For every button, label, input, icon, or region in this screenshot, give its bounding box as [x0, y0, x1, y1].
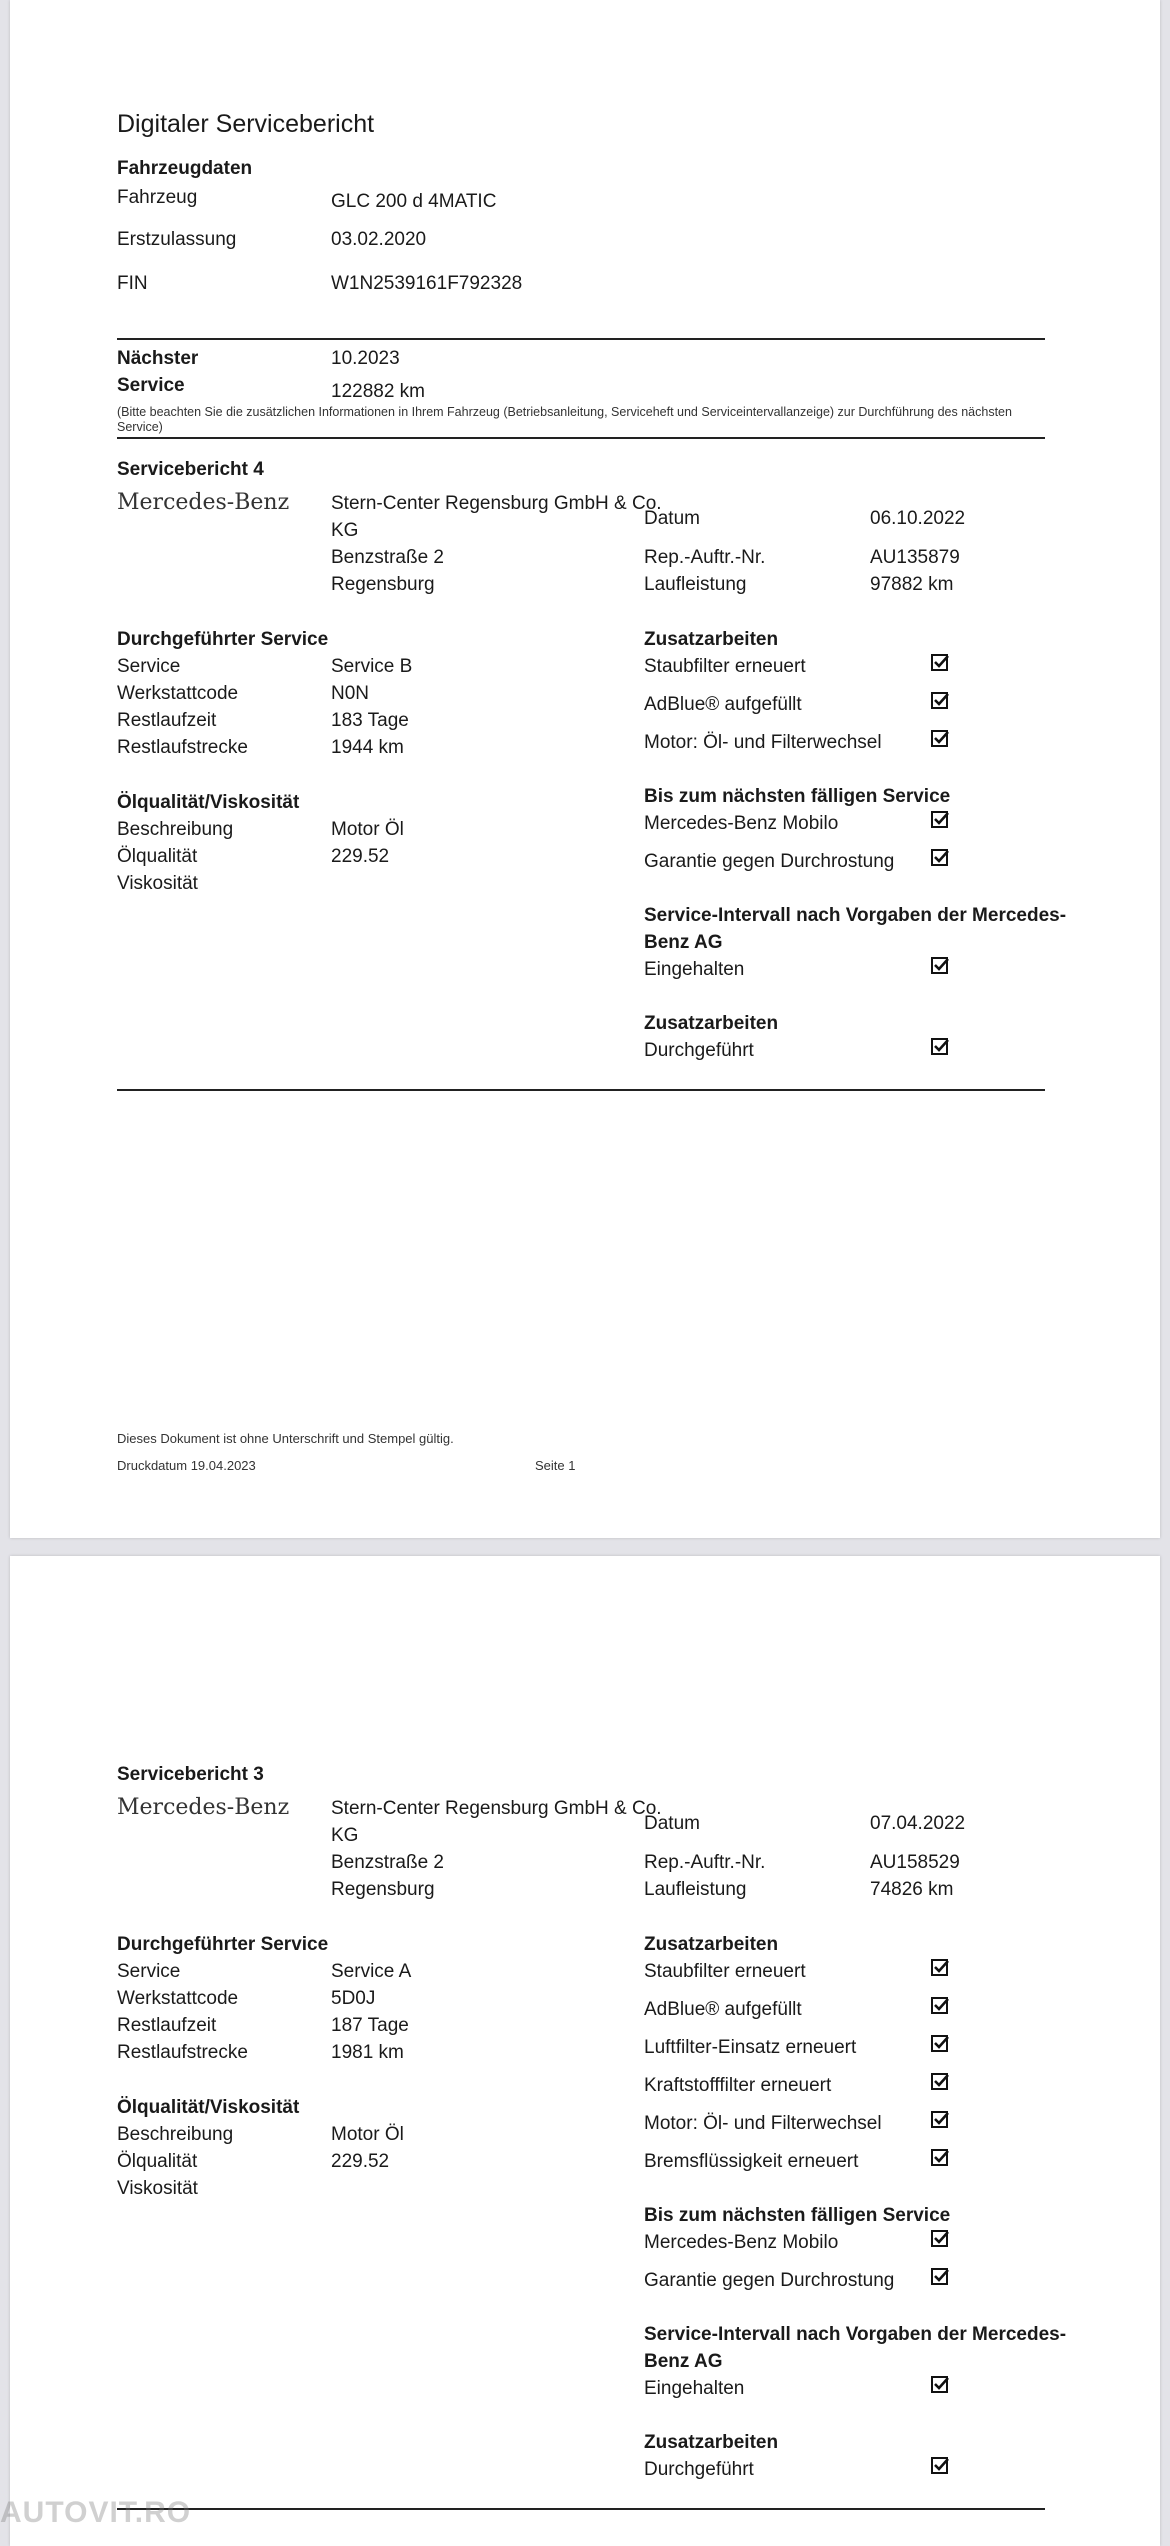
checkbox-checked-icon [931, 1997, 948, 2014]
first-registration-value: 03.02.2020 [331, 229, 427, 250]
workshop-code-label: Werkstattcode [117, 683, 239, 704]
next-service-km: 122882 km [331, 381, 426, 402]
divider [117, 338, 1045, 340]
mileage-value: 97882 km [870, 574, 954, 595]
remaining-distance-label: Restlaufstrecke [117, 737, 248, 758]
next-service-note: (Bitte beachten Sie die zusätzlichen Informationen in Ihrem Fahrzeug (Betriebsanleitung, Serviceheft und Serviceintervallanzeige) zur Durchführung des nächsten Service) [117, 405, 1012, 434]
document-page-1 [10, 0, 1160, 1538]
until-item: Garantie gegen Durchrostung [644, 851, 895, 872]
dealer-city: Regensburg [331, 1879, 435, 1900]
oil-heading: Ölqualität/Viskosität [117, 2097, 300, 2118]
remaining-distance-value: 1944 km [331, 737, 404, 758]
mercedes-benz-logo: Mercedes-Benz [117, 1795, 290, 1820]
extra-work-heading: Zusatzarbeiten [644, 1934, 779, 1955]
description-label: Beschreibung [117, 2124, 234, 2145]
extra-work-item: Bremsflüssigkeit erneuert [644, 2151, 859, 2172]
extra-work-2-heading: Zusatzarbeiten [644, 1013, 779, 1034]
checkbox-checked-icon [931, 2457, 948, 2474]
description-value: Motor Öl [331, 2124, 404, 2145]
page-number: Seite 1 [535, 1458, 576, 1473]
divider [117, 437, 1045, 439]
dealer-street: Benzstraße 2 [331, 1852, 444, 1873]
oil-quality-label: Ölqualität [117, 2151, 198, 2172]
next-service-label-2: Service [117, 375, 185, 396]
until-item: Mercedes-Benz Mobilo [644, 2232, 839, 2253]
extra-work-item: Staubfilter erneuert [644, 1961, 806, 1982]
oil-quality-value: 229.52 [331, 846, 390, 867]
repair-order-label: Rep.-Auftr.-Nr. [644, 547, 766, 568]
vehicle-data-heading: Fahrzeugdaten [117, 158, 253, 179]
mileage-label: Laufleistung [644, 574, 747, 595]
validity-note: Dieses Dokument ist ohne Unterschrift und Stempel gültig. [117, 1431, 454, 1446]
vin-label: FIN [117, 273, 148, 294]
checkbox-checked-icon [931, 2111, 948, 2128]
service-value: Service B [331, 656, 413, 677]
divider [117, 1089, 1045, 1091]
extra-work-item: AdBlue® aufgefüllt [644, 1999, 802, 2020]
checkbox-checked-icon [931, 811, 948, 828]
extra-work-item: Motor: Öl- und Filterwechsel [644, 2113, 882, 2134]
service-value: Service A [331, 1961, 412, 1982]
document-title: Digitaler Servicebericht [117, 110, 375, 138]
until-item: Garantie gegen Durchrostung [644, 2270, 895, 2291]
extra-work-item: AdBlue® aufgefüllt [644, 694, 802, 715]
dealer-street: Benzstraße 2 [331, 547, 444, 568]
service-label: Service [117, 656, 181, 677]
description-label: Beschreibung [117, 819, 234, 840]
checkbox-checked-icon [931, 2035, 948, 2052]
report-title: Servicebericht 4 [117, 459, 264, 480]
remaining-distance-value: 1981 km [331, 2042, 404, 2063]
checkbox-checked-icon [931, 2073, 948, 2090]
checkbox-checked-icon [931, 2376, 948, 2393]
checkbox-checked-icon [931, 1959, 948, 1976]
checkbox-checked-icon [931, 1038, 948, 1055]
oil-heading: Ölqualität/Viskosität [117, 792, 300, 813]
until-next-service-heading: Bis zum nächsten fälligen Service [644, 786, 951, 807]
workshop-code-label: Werkstattcode [117, 1988, 239, 2009]
extra-work-heading: Zusatzarbeiten [644, 629, 779, 650]
document-page-2 [10, 1556, 1160, 2546]
interval-item: Eingehalten [644, 959, 745, 980]
until-item: Mercedes-Benz Mobilo [644, 813, 839, 834]
service-heading: Durchgeführter Service [117, 629, 329, 650]
description-value: Motor Öl [331, 819, 404, 840]
oil-quality-label: Ölqualität [117, 846, 198, 867]
mileage-label: Laufleistung [644, 1879, 747, 1900]
extra-work-item: Luftfilter-Einsatz erneuert [644, 2037, 857, 2058]
first-registration-label: Erstzulassung [117, 229, 237, 250]
vehicle-value: GLC 200 d 4MATIC [331, 191, 497, 212]
checkbox-checked-icon [931, 730, 948, 747]
checkbox-checked-icon [931, 849, 948, 866]
extra-work-2-heading: Zusatzarbeiten [644, 2432, 779, 2453]
watermark: AUTOVIT.RO [0, 2496, 192, 2529]
divider [117, 2508, 1045, 2510]
checkbox-checked-icon [931, 2149, 948, 2166]
remaining-distance-label: Restlaufstrecke [117, 2042, 248, 2063]
date-label: Datum [644, 1813, 700, 1834]
until-next-service-heading: Bis zum nächsten fälligen Service [644, 2205, 951, 2226]
extra-work-item: Staubfilter erneuert [644, 656, 806, 677]
workshop-code-value: 5D0J [331, 1988, 376, 2009]
oil-quality-value: 229.52 [331, 2151, 390, 2172]
interval-heading-1: Service-Intervall nach Vorgaben der Mercedes- [644, 2324, 1067, 2345]
dealer-name-2: KG [331, 520, 359, 541]
remaining-time-label: Restlaufzeit [117, 710, 217, 731]
report-title: Servicebericht 3 [117, 1764, 264, 1785]
service-heading: Durchgeführter Service [117, 1934, 329, 1955]
remaining-time-value: 187 Tage [331, 2015, 409, 2036]
remaining-time-value: 183 Tage [331, 710, 409, 731]
extra-work-item: Motor: Öl- und Filterwechsel [644, 732, 882, 753]
print-date: Druckdatum 19.04.2023 [117, 1458, 256, 1473]
interval-heading-2: Benz AG [644, 932, 723, 953]
mercedes-benz-logo: Mercedes-Benz [117, 490, 290, 515]
vin-value: W1N2539161F792328 [331, 273, 523, 294]
date-value: 06.10.2022 [870, 508, 966, 529]
viscosity-label: Viskosität [117, 873, 198, 894]
dealer-name-2: KG [331, 1825, 359, 1846]
next-service-date: 10.2023 [331, 348, 400, 369]
repair-order-value: AU135879 [870, 547, 960, 568]
dealer-city: Regensburg [331, 574, 435, 595]
repair-order-value: AU158529 [870, 1852, 960, 1873]
repair-order-label: Rep.-Auftr.-Nr. [644, 1852, 766, 1873]
checkbox-checked-icon [931, 2230, 948, 2247]
checkbox-checked-icon [931, 692, 948, 709]
extra-work-2-item: Durchgeführt [644, 1040, 754, 1061]
mileage-value: 74826 km [870, 1879, 954, 1900]
service-label: Service [117, 1961, 181, 1982]
next-service-label-1: Nächster [117, 348, 199, 369]
remaining-time-label: Restlaufzeit [117, 2015, 217, 2036]
extra-work-item: Kraftstofffilter erneuert [644, 2075, 832, 2096]
checkbox-checked-icon [931, 654, 948, 671]
checkbox-checked-icon [931, 957, 948, 974]
extra-work-2-item: Durchgeführt [644, 2459, 754, 2480]
vehicle-label: Fahrzeug [117, 187, 198, 208]
date-value: 07.04.2022 [870, 1813, 966, 1834]
interval-heading-1: Service-Intervall nach Vorgaben der Mercedes- [644, 905, 1067, 926]
date-label: Datum [644, 508, 700, 529]
dealer-name-1: Stern-Center Regensburg GmbH & Co. [331, 1798, 662, 1819]
viscosity-label: Viskosität [117, 2178, 198, 2199]
dealer-name-1: Stern-Center Regensburg GmbH & Co. [331, 493, 662, 514]
interval-item: Eingehalten [644, 2378, 745, 2399]
interval-heading-2: Benz AG [644, 2351, 723, 2372]
workshop-code-value: N0N [331, 683, 370, 704]
checkbox-checked-icon [931, 2268, 948, 2285]
